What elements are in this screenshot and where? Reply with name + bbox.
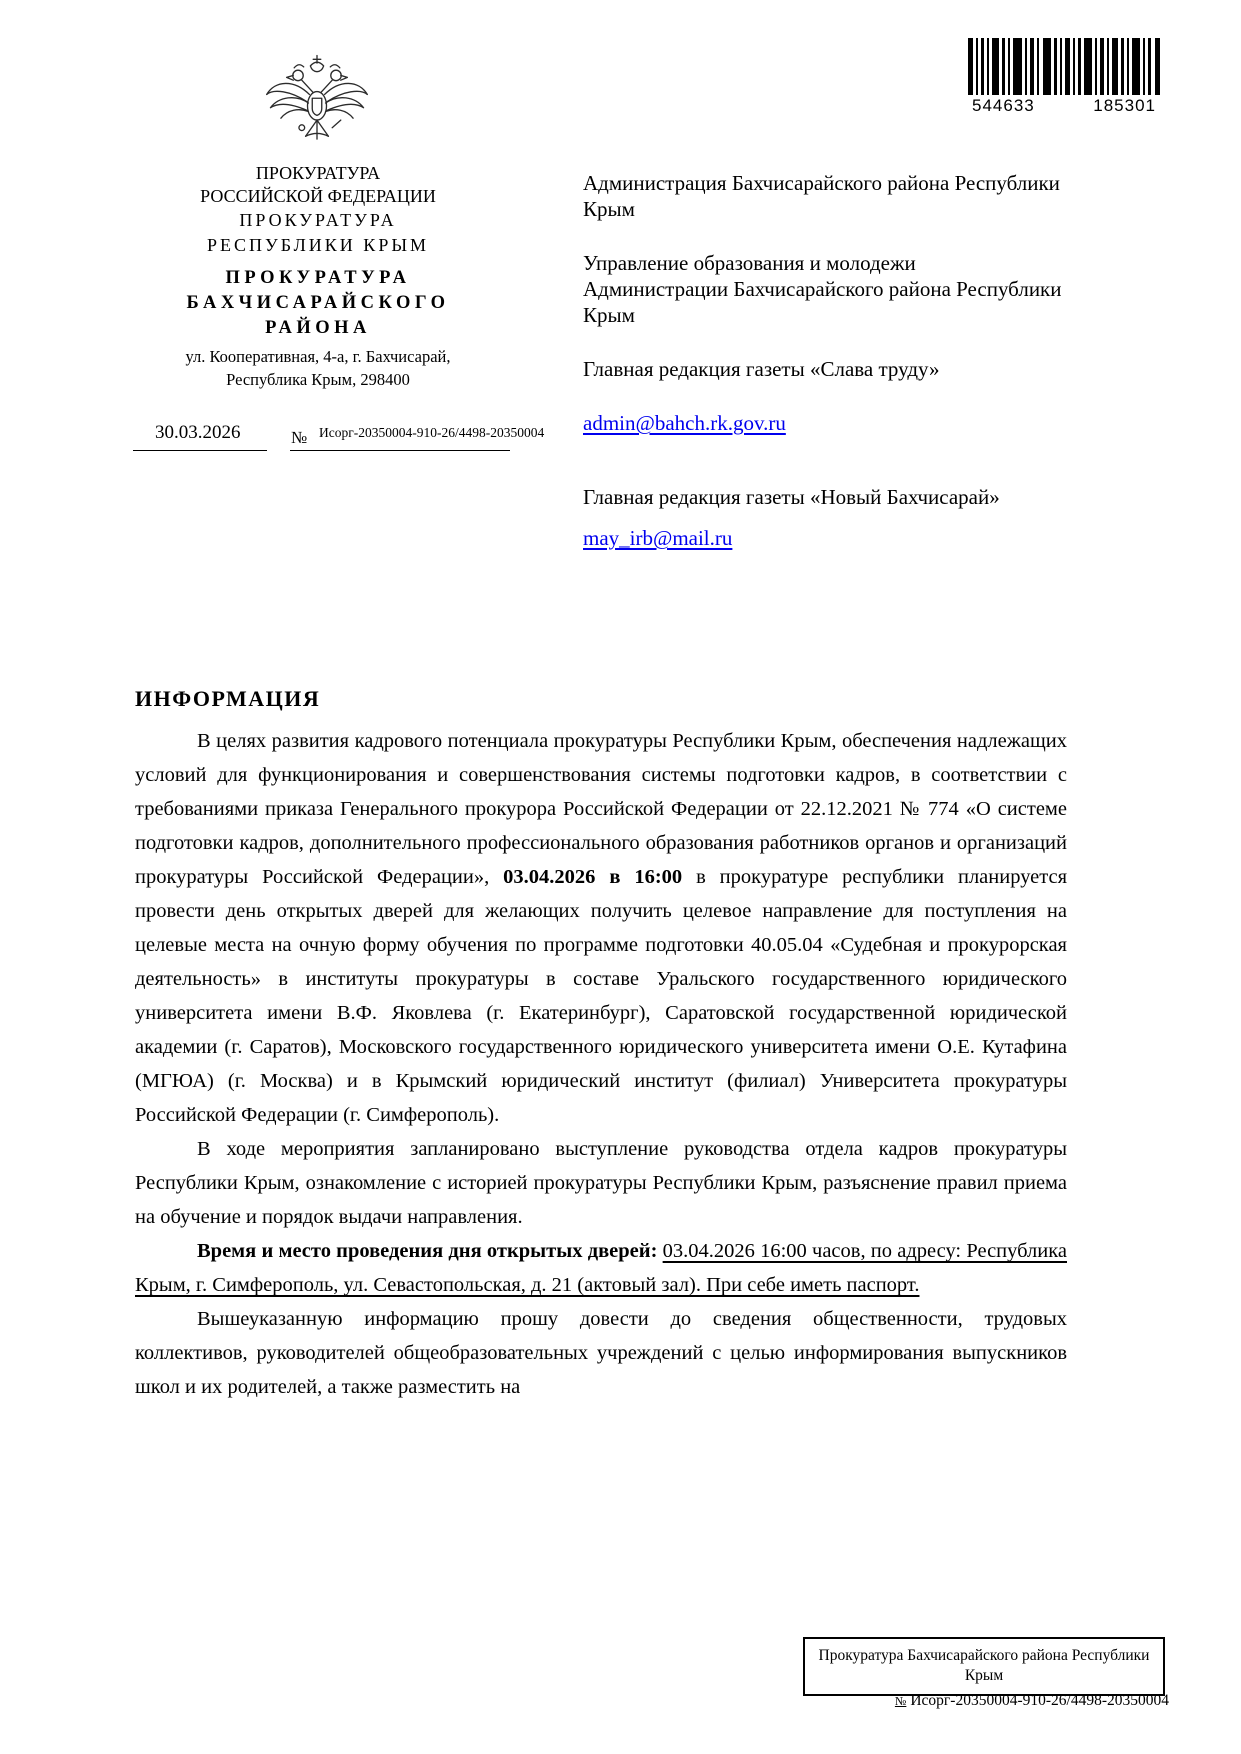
barcode-bars-icon: [968, 38, 1160, 95]
date-underline: [133, 450, 267, 451]
letterhead-line: ПРОКУРАТУРА: [225, 268, 411, 288]
barcode-number-right: 185301: [1093, 96, 1156, 115]
letterhead-line: РОССИЙСКОЙ ФЕДЕРАЦИИ: [200, 186, 436, 206]
document-title: ИНФОРМАЦИЯ: [135, 686, 321, 711]
letterhead-line: ПРОКУРАТУРА: [239, 210, 397, 230]
coat-of-arms-icon: [260, 50, 374, 156]
barcode-number-left: 544633: [972, 96, 1035, 115]
event-place-label: Время и место проведения дня открытых дверей:: [197, 1240, 663, 1262]
recipients-block: [583, 170, 1065, 579]
paragraph-2: В ходе мероприятия запланировано выступление руководства отдела кадров прокуратуры Республики Крым, ознакомление с историей прокуратуры Республики Крым, разъяснение правил приема на обучение и порядок выдачи направления.: [135, 1138, 1067, 1228]
paragraph-1-post: в прокуратуре республики планируется провести день открытых дверей для желающих получить целевое направление для поступления на целевые места на очную форму обучения по программе подготовки 40.05.04 «Судебная и прокурорская деятельность» в институты прокуратуры в составе Уральского государственного юридического университета имени В.Ф. Яковлева (г. Екатеринбург), Саратовской государственной юридической академии (г. Саратов), Московского государственного юридического университета имени О.Е. Кутафина (МГЮА) (г. Москва) и в Крымский юридический институт (филиал) Университета прокуратуры Российской Федерации (г. Симферополь).: [135, 866, 1068, 1126]
paragraph-4: Вышеуказанную информацию прошу довести до сведения общественности, трудовых коллективов, руководителей общеобразовательных учреждений с целью информирования выпускников школ и их родителей, а также разместить на: [135, 1308, 1067, 1398]
barcode: [968, 38, 1160, 116]
paragraph-3: [135, 1234, 1067, 1302]
body-text: [135, 724, 1067, 1404]
email-link-mayirb[interactable]: may_irb@mail.ru: [583, 526, 733, 550]
reference-number: Исорг-20350004-910-26/4498-20350004: [319, 425, 545, 440]
letterhead-line: РЕСПУБЛИКИ КРЫМ: [206, 235, 430, 255]
stamp-text: Прокуратура Бахчисарайского района Республики Крым: [818, 1647, 1150, 1684]
event-datetime: 03.04.2026 в 16:00: [503, 866, 683, 888]
recipient-newspaper-slava-trudu: Главная редакция газеты «Слава труду»: [583, 357, 940, 381]
stamp-reference-number: Исорг-20350004-910-26/4498-20350004: [910, 1692, 1169, 1709]
stamp-box: [803, 1637, 1165, 1696]
document-date: 30.03.2026: [155, 422, 241, 443]
number-underline: [290, 450, 510, 451]
letterhead-line: ПРОКУРАТУРА: [255, 163, 381, 183]
barcode-numbers: [968, 96, 1160, 116]
recipient-education-dept: Управление образования и молодежи Администрации Бахчисарайского района Республики Крым: [583, 251, 1062, 327]
recipient-administration: Администрация Бахчисарайского района Республики Крым: [583, 171, 1060, 221]
recipient-newspaper-novy-bakhchisaray: Главная редакция газеты «Новый Бахчисарай»: [583, 485, 1000, 509]
letterhead-address: ул. Кооперативная, 4-а, г. Бахчисарай,: [185, 347, 451, 366]
letterhead-address: Республика Крым, 298400: [226, 370, 410, 389]
event-place-details: 03.04.2026 16:00 часов, по адресу: Республика Крым, г. Симферополь, ул. Севастопольская, д. 21 (актовый зал). При себе иметь паспорт.: [135, 1240, 1067, 1296]
date-number-row: [133, 418, 593, 458]
stamp-reference: [895, 1692, 1169, 1710]
letterhead-line: БАХЧИСАРАЙСКОГО: [186, 293, 450, 313]
letterhead-line: РАЙОНА: [265, 318, 371, 338]
paragraph-1: [135, 724, 1067, 1132]
number-sign: №: [291, 428, 308, 447]
email-link-admin[interactable]: admin@bahch.rk.gov.ru: [583, 411, 786, 435]
stamp-number-sign: №: [894, 1694, 907, 1708]
letterhead: [98, 162, 538, 391]
paragraph-1-pre: В целях развития кадрового потенциала прокуратуры Республики Крым, обеспечения надлежащих условий для функционирования и совершенствования системы подготовки кадров, в соответствии с требованиями приказа Генерального прокурора Российской Федерации от 22.12.2021 № 774 «О системе подготовки кадров, дополнительного профессионального образования работников органов и организаций прокуратуры Российской Федерации»,: [135, 730, 1067, 888]
